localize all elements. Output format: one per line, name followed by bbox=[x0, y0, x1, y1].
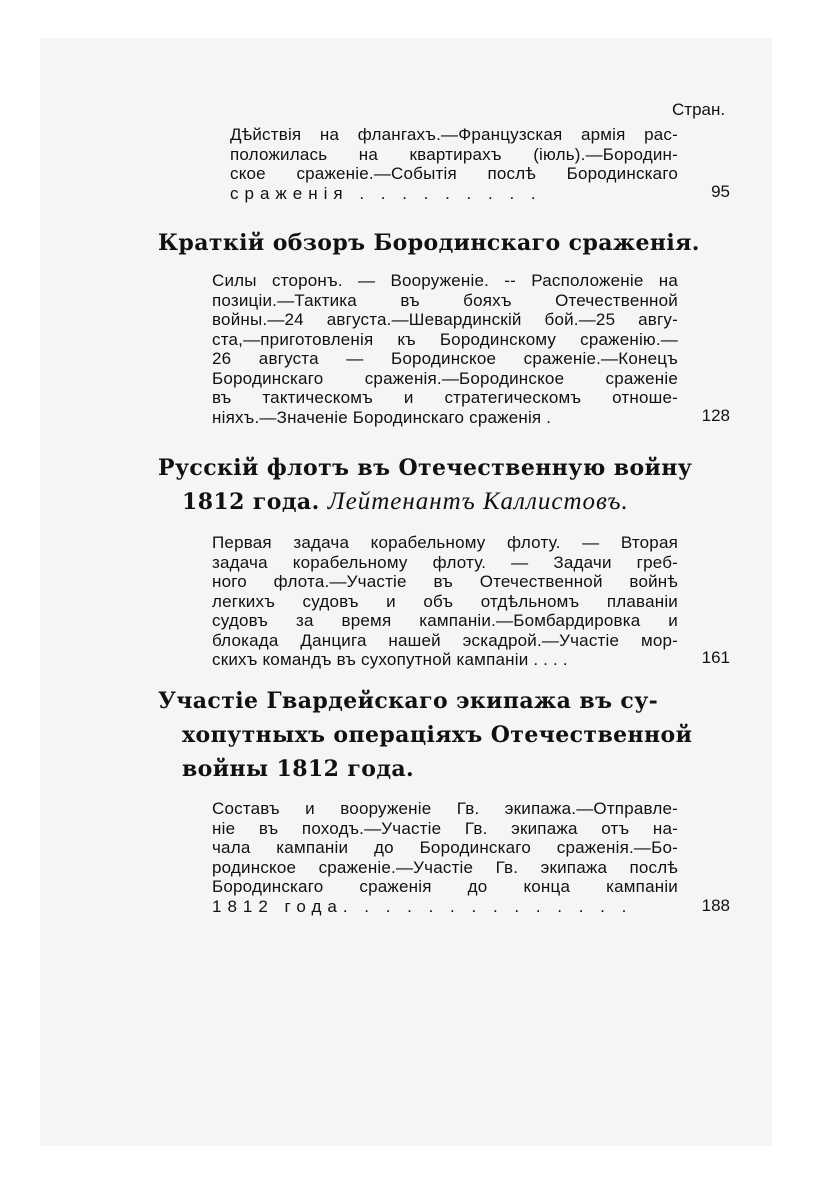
entry-2-line: 26 августа — Бородинское сраженіе.—Конецъ bbox=[212, 349, 678, 368]
entry-3-line: скихъ командъ въ сухопутной кампаніи . . . . bbox=[212, 650, 568, 669]
entry-4-title-line: хопутныхъ операціяхъ Отечественной bbox=[182, 722, 693, 748]
entry-4-line: 1812 года. . . . . . . . . . . . . . bbox=[212, 896, 633, 916]
entry-2-title bbox=[158, 230, 700, 256]
entry-1-line: ское сраженіе.—Событія послѣ Бородинскаго bbox=[230, 164, 678, 183]
entry-4-title-second-line bbox=[182, 722, 692, 748]
entry-3-title-line: 1812 года. bbox=[182, 489, 320, 515]
entry-2-line: войны.—24 августа.—Шевардинскій бой.—25 авгу- bbox=[212, 310, 678, 329]
entry-1-line: положилась на квартирахъ (іюль).—Бородин- bbox=[230, 144, 678, 164]
entry-2-line: Силы сторонъ. — Вооруженіе. -- Расположеніе на bbox=[212, 271, 678, 290]
entry-4-line: Составъ и вооруженіе Гв. экипажа.—Отправле- bbox=[212, 799, 678, 818]
entry-3-line: ного флота.—Участіе въ Отечественной войнѣ bbox=[212, 572, 678, 591]
entry-2-line: позиціи.—Тактика въ бояхъ Отечественной bbox=[212, 290, 678, 310]
entry-2-title-line: Краткій обзоръ Бородинскаго сраженія. bbox=[158, 230, 700, 256]
entry-4-page-number: 188 bbox=[701, 896, 730, 915]
entry-4-line: родинское сраженіе.—Участіе Гв. экипажа послѣ bbox=[212, 857, 678, 877]
entry-1-line: Дѣйствія на флангахъ.—Французская армія рас- bbox=[230, 125, 678, 144]
entry-4-line: ніе въ походъ.—Участіе Гв. экипажа отъ на- bbox=[212, 818, 678, 838]
entry-2-line: Бородинскаго сраженія.—Бородинское сраженіе bbox=[212, 368, 678, 388]
entry-3-title-second-line bbox=[182, 488, 629, 516]
entry-1-line: сраженія . . . . . . . . . bbox=[230, 183, 542, 203]
entry-3-body bbox=[212, 533, 678, 670]
entry-2-line: ніяхъ.—Значеніе Бородинскаго сраженія . bbox=[212, 407, 552, 427]
entry-4-title-third-line bbox=[182, 756, 414, 782]
entry-3-title bbox=[158, 455, 692, 481]
entry-4-title-line: Участіе Гвардейскаго экипажа въ су- bbox=[158, 688, 659, 714]
entry-3-line: Первая задача корабельному флоту. — Вторая bbox=[212, 533, 678, 552]
entry-3-page-number: 161 bbox=[701, 648, 730, 667]
entry-4-title bbox=[158, 688, 658, 714]
entry-3-line: блокада Данцига нашей эскадрой.—Участіе мор- bbox=[212, 630, 678, 650]
entry-3-line: задача корабельному флоту. — Задачи греб- bbox=[212, 552, 678, 572]
entry-2-page-number: 128 bbox=[701, 406, 730, 425]
entry-3-title-line: Русскій флотъ въ Отечественную войну bbox=[158, 455, 693, 481]
entry-4-title-line: войны 1812 года. bbox=[182, 756, 415, 782]
entry-4-line: чала кампаніи до Бородинскаго сраженія.—Бо- bbox=[212, 838, 678, 857]
entry-1-page-number: 95 bbox=[711, 182, 730, 201]
entry-3-line: легкихъ судовъ и объ отдѣльномъ плаваніи bbox=[212, 591, 678, 611]
page-column-header: Стран. bbox=[672, 100, 726, 119]
entry-2-line: въ тактическомъ и стратегическомъ отноше- bbox=[212, 388, 678, 407]
entry-2-line: ста,—приготовленія къ Бородинскому сраженію.— bbox=[212, 329, 678, 349]
entry-4-line: Бородинскаго сраженія до конца кампаніи bbox=[212, 877, 678, 896]
entry-3-byline: Лейтенантъ Каллистовъ. bbox=[327, 488, 629, 515]
entry-1-body bbox=[230, 125, 678, 203]
entry-3-line: судовъ за время кампаніи.—Бомбардировка и bbox=[212, 611, 678, 630]
entry-4-body bbox=[212, 799, 678, 916]
entry-2-body bbox=[212, 271, 678, 427]
